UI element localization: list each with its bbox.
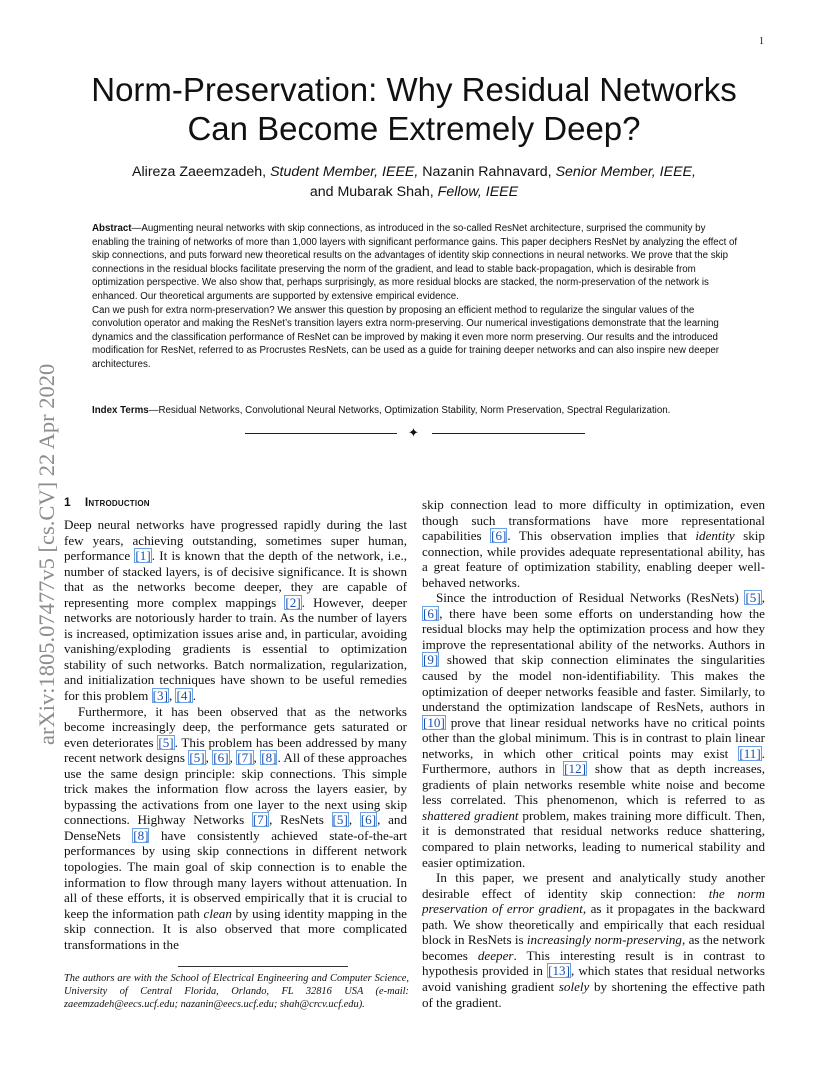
- abstract-paragraph-1: [92, 222, 740, 304]
- citation-link[interactable]: [2]: [285, 594, 301, 610]
- citation-link[interactable]: [5]: [189, 750, 205, 766]
- intro-paragraph-3: skip connection lead to more difficulty in optimization, even though such transformations have more representational capabilities [6]. This observation implies that identity skip connection, while provides adequate representational ability, has a great feature of optimization stability, enabling deeper well-behaved networks.: [422, 497, 765, 590]
- citation-link[interactable]: [6]: [360, 812, 377, 828]
- intro-paragraph-2: Furthermore, it has been observed that as the networks become increasingly deep, the performance gets saturated or even deteriorates [5]. This problem has been addressed by many recent network designs [5], [6], [7], [8]. All of these approaches use the same design principle: skip connections. This simple trick makes the information flow across the layers easier, by bypassing the activations from one layer to the next using skip connections. Highway Networks [7], ResNets [5], [6], and DenseNets [8] have consistently achieved state-of-the-art performances by using skip connections in different network topologies. The main goal of skip connection is to enable the information to flow through many layers without attenuation. In all of these efforts, it is observed empirically that it is crucial to keep the information path clean by using identity mapping in the skip connection. It is also observed that more complicated transformations in the: [64, 703, 408, 952]
- citation-link[interactable]: [1]: [135, 548, 151, 564]
- citation-link[interactable]: [6]: [491, 528, 507, 544]
- citation-link[interactable]: [3]: [152, 688, 168, 704]
- abstract-text: —Augmenting neural networks with skip connections, as introduced in the so-called ResNet architecture, surprised the community by enabling the training of networks of more than 1,000 layers with significant performance gains. This paper deciphers ResNet by analyzing the effect of skip connections, and puts forward new theoretical results on the advantages of identity skip connections in neural networks. We prove that the skip connections in the residual blocks facilitate preserving the norm of the gradient, and lead to stable back-propagation, which is desirable from optimization perspective. We also show that, perhaps surprisingly, as more residual blocks are stacked, the norm-preservation of the network is enhanced. Our theoretical arguments are supported by extensive empirical evidence.: [92, 223, 738, 302]
- citation-link[interactable]: [7]: [237, 750, 253, 766]
- index-terms-text: —Residual Networks, Convolutional Neural Networks, Optimization Stability, Norm Preservation, Spectral Regularization.: [148, 405, 671, 416]
- author-line-1: [60, 162, 768, 182]
- citation-link[interactable]: [9]: [423, 652, 439, 668]
- index-terms-label: Index Terms: [92, 405, 149, 416]
- author-role: Student Member, IEEE,: [270, 164, 419, 180]
- citation-link[interactable]: [5]: [745, 590, 761, 606]
- divider-star-icon: ✦: [408, 426, 419, 441]
- citation-link[interactable]: [11]: [739, 745, 761, 761]
- section-heading: [64, 494, 150, 510]
- left-column: [64, 517, 407, 952]
- citation-link[interactable]: [7]: [252, 812, 269, 828]
- citation-link[interactable]: [13]: [548, 963, 570, 979]
- author-name: Nazanin Rahnavard,: [422, 164, 552, 180]
- author-line-2: [60, 182, 768, 202]
- citation-link[interactable]: [8]: [133, 827, 149, 843]
- divider-line-right: [432, 433, 585, 434]
- abstract-paragraph-2: Can we push for extra norm-preservation? We answer this question by proposing an efficient method to regularize the singular values of the convolution operator and making the ResNet’s transition layers extra norm-preserving. Our numerical investigations demonstrate that the learning dynamics and the classification performance of ResNet can be improved by making it even more norm preserving. Our results and the introduced modification for ResNet, referred to as Procrustes ResNets, can be used as a guide for training deeper networks and can also inspire new deeper architectures.: [92, 304, 720, 370]
- author-affiliation-footnote: The authors are with the School of Electrical Engineering and Computer Science, University of Central Florida, Orlando, FL 32816 USA (e-mail: zaeemzadeh@eecs.ucf.edu; nazanin@eecs.ucf.edu; shah@crcv.ucf.edu).: [64, 973, 409, 1010]
- intro-paragraph-4: Since the introduction of Residual Networks (ResNets) [5], [6], there have been some efforts on understanding how the residual blocks may help the optimization process and how they improve the representational ability of the networks. Authors in [9] showed that skip connection eliminates the singularities caused by the model non-identifiability. This makes the optimization of deeper networks feasible and faster. Similarly, to understand the optimization landscape of ResNets, authors in [10] prove that linear residual networks have no critical points other than the global minimum. This is in contrast to plain linear networks, in which other critical points may exist [11]. Furthermore, authors in [12] show that as depth increases, gradients of plain networks resemble white noise and become less correlated. This phenomenon, which is referred to as shattered gradient problem, makes training more difficult. Then, it is demonstrated that residual networks reduce shattering, compared to plain networks, leading to numerical stability and easier optimization.: [422, 590, 765, 870]
- citation-link[interactable]: [10]: [423, 714, 445, 730]
- title-line-2: Can Become Extremely Deep?: [187, 110, 641, 147]
- intro-paragraph-5: In this paper, we present and analytically study another desirable effect of identity skip connection: the norm preservation of error gradient, as it propagates in the backward path. We show theoretically and empirically that each residual block in ResNets is increasingly norm-preserving, as the network becomes deeper. This interesting result is in contrast to hypothesis provided in [13], which states that residual networks avoid vanishing gradient solely by shortening the effective path of the gradient.: [422, 870, 766, 1010]
- section-divider: [245, 426, 585, 441]
- citation-link[interactable]: [6]: [213, 750, 229, 766]
- page-number: 1: [759, 36, 764, 47]
- author-list: [60, 162, 768, 202]
- citation-link[interactable]: [4]: [176, 688, 192, 704]
- citation-link[interactable]: [8]: [261, 750, 277, 766]
- intro-paragraph-1: Deep neural networks have progressed rapidly during the last few years, achieving outstanding, sometimes super human, performance [1]. It is known that the depth of the network, i.e., number of stacked layers, is of decisive significance. It is shown that as the networks become deeper, they are capable of representing more complex mappings [2]. However, deeper networks are notoriously harder to train. As the number of layers is increased, optimization issues arise and, in particular, avoiding vanishing/exploding gradients is essential to optimization stability of such networks. Batch normalization, regularization, and initialization techniques have shown to be useful remedies for this problem [3], [4].: [64, 517, 407, 704]
- arxiv-stamp: arXiv:1805.07477v5 [cs.CV] 22 Apr 2020: [34, 363, 59, 745]
- abstract-label: Abstract: [92, 223, 132, 234]
- citation-link[interactable]: [6]: [423, 605, 439, 621]
- citation-link[interactable]: [5]: [332, 812, 348, 828]
- abstract: [92, 222, 740, 372]
- author-role: Fellow, IEEE: [437, 184, 519, 200]
- section-number: 1: [64, 495, 71, 509]
- footnote-rule: [178, 966, 348, 967]
- index-terms: [92, 404, 740, 418]
- author-name: Alireza Zaeemzadeh,: [132, 164, 267, 180]
- paper-title: [60, 70, 768, 148]
- divider-line-left: [245, 433, 397, 434]
- right-column: [422, 497, 765, 1010]
- citation-link[interactable]: [12]: [564, 761, 586, 777]
- author-role: Senior Member, IEEE,: [555, 164, 696, 180]
- section-title: Introduction: [84, 495, 150, 509]
- title-line-1: Norm-Preservation: Why Residual Networks: [91, 71, 737, 108]
- citation-link[interactable]: [5]: [158, 734, 174, 750]
- author-name: and Mubarak Shah,: [309, 184, 434, 200]
